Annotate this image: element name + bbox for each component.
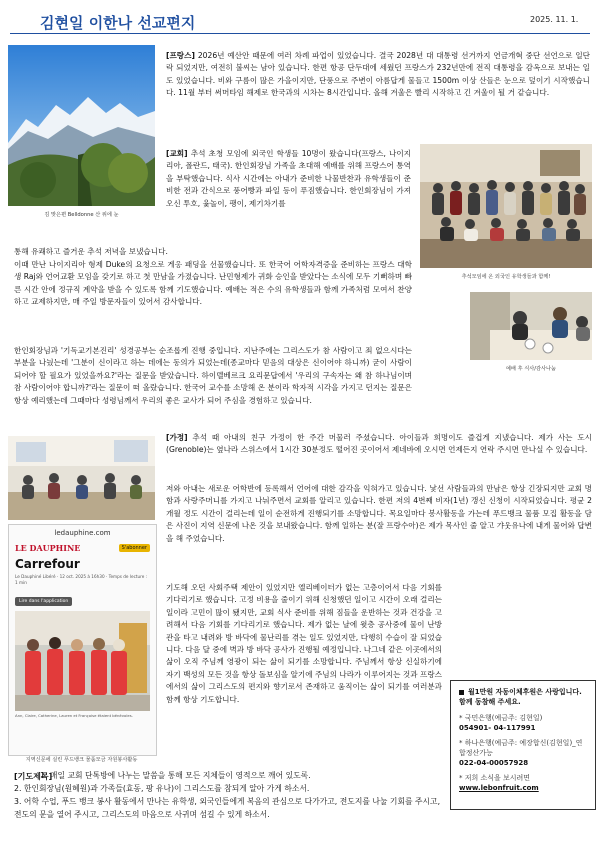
news-headline: Carrefour [15, 557, 80, 571]
news-screenshot [8, 524, 157, 756]
support-box [450, 680, 596, 810]
site-label: * 저희 소식을 보시려면 [459, 774, 531, 782]
section-church-text3: 이때 만난 나이지리아 형제 Duke의 요청으로 게옹 패딩을 선물했습니다. 또 한국어 어학자격증을 준비하는 프랑스 대학생 Raj와 언어교환 모임을 갖기로 하고 첫 만남을 가졌습니다. 난민형제가 귀화 승인을 받았다는 소식에 모두 기뻐하며 빠른 시간 안에 정규직 계약을 받을 수 있도록 함께 기도했습니다. 예배는 적은 수의 유학생들과 함께 가족처럼 모여서 찬양하고 교제하지만, 매 주일 방문자들이 있어서 감사합니다. [14, 260, 412, 307]
news-brand-logo: LE DAUPHINE [15, 543, 81, 553]
bank2-label: * 하나은행(예금주: 예장합신(김현일)_연합정산가능 [459, 739, 583, 757]
mountain-photo-caption: 김 맞은편 Belldonne 산 위에 눈 [44, 212, 119, 218]
class-photo [8, 436, 155, 520]
prayer-section [14, 771, 442, 821]
news-site-url: ledauphine.com [54, 529, 111, 537]
news-photo-caption: Ann, Claire, Catherine, Lauren et Françoise étaient bénévoles. [15, 713, 133, 718]
section-france [166, 50, 590, 100]
section-church-continued [14, 246, 414, 258]
section-church-text2: 통해 유쾌하고 즐거운 추석 저녁을 보냈습니다. [14, 247, 168, 256]
bank2-account: 022-04-00057928 [459, 759, 529, 767]
section-family-language [166, 483, 592, 545]
news-photo-caption-kr: 지역신문에 실린 푸드뱅크 물품모금 자원봉사활동 [25, 757, 138, 763]
bullet-square-icon [459, 690, 464, 695]
section-church-text4: 한인회장님과 '기독교기본진리' 성경공부는 순조롭게 진행 중입니다. 지난주에는 그리스도가 참 사람이고 죄 없으시다는 부분을 나눴는데 '그분이 신이라고 하는 데에는 동의가 되었는데(종교마다 믿음의 대상은 신이어야 하니까) 굳이 사람이 되어야 할 필요가 있었을까요?'라는 질문을 받았습니다. 하이델베르크 요리문답에서 '우리의 구속자는 왜 참 하나님이며 참 사람이어야 합니까?'라는 질문이 떠 올랐습니다. 한국어 교수를 소망해 온 분이라 학자적 시각을 가지고 던지는 질문은 항상 예리했는데 그때마다 성령님께서 우리의 좋은 교사가 되어 주심을 경험하고 있습니다. [14, 346, 412, 405]
section-church-text1: 추석 초청 모임에 외국인 학생들 10명이 왔습니다(프랑스, 나이지리아, 폴란드, 태국). 한인회장님 가족을 초대해 예배를 위해 프랑스어 통역을 부탁했습니다. 식사 시간에는 아내가 준비한 나물반찬과 유학생들이 준비한 전과 간식으로 풍어빵과 파일 등이 푸짐했습니다. 한인회장님이 가져오신 투호, 윷놀이, 팽이, 제기차기를 [166, 149, 411, 208]
section-family-text1: 추석 때 아내의 친구 가정이 한 주간 머물러 주셨습니다. 아이들과 희명이도 즐겁게 지냈습니다. 제가 사는 도시(Grenoble)는 옆나라 스위스에서 1시간 30분정도 떨어진 곳이어서 제네바에 오시면 언제든지 연락 주시면 만나실 수 있습니다. [166, 433, 592, 455]
prayer-title: [기도제목] [14, 772, 53, 781]
section-family-text2: 저와 아내는 새로운 어학반에 등록해서 언어에 대한 감각을 익혀가고 있습니다. 낯선 사람들과의 만남은 항상 긴장되지만 교회 명함과 사랑주머니를 가지고 나눠주면서 교회를 알리고 있습니다. 한편 저의 4번째 비자(1년) 갱신 신청이 시작되었습니다. 평균 2개월 정도 시간이 걸리는데 일이 순전하게 진행되기를 소망합니다. 목요일마다 봉사활동을 가는데 푸드뱅크 물품 모집 활동을 담은 사진이 지역 신문에 나온 것을 보내왔습니다. 함께 일하는 분(잘 프랑수아)은 제가 목사인 줄 알고 갸웃유나에 내게 물어와 답변을 해 주었습니다. [166, 484, 592, 543]
group-photo [420, 144, 592, 268]
support-intro: 월1만원 자동이체후원은 사랑입니다. 함께 동참해 주세요. [459, 688, 582, 706]
section-church-intro [166, 148, 411, 210]
news-meta: Le Dauphiné Libéré · 12 oct. 2025 à 16h30 · Temps de lecture : 1 min [15, 574, 148, 585]
meal-photo [470, 292, 592, 360]
bank1-label: * 국민은행(예금주: 김현일) [459, 714, 543, 722]
section-church-heading: [교회] [166, 149, 188, 158]
section-france-text: 2026년 예산안 때문에 여러 차례 파업이 있었습니다. 결국 2028년 대 대통령 선거까지 연금개혁 중단 선언으로 일단락 되었지만, 여전히 불씨는 남아 있습니다. 한편 항공 단두대에 세웠던 프랑스가 232년만에 전직 대통령을 감옥으로 보내는 일도 있었습니다. 비와 구름이 많은 가을이지만, 단풍으로 주변이 아름답게 물들고 1500m 이상 산들은 눈으로 덮이기 시작했습니다. 11월 부터 써머타임 해제로 한국과의 시차는 8시간입니다. 올해 겨울은 빨리 시작하고 긴 겨울이 될 거 같습니다. [166, 51, 590, 98]
section-church-study [14, 345, 412, 407]
section-family [166, 432, 592, 457]
prayer-item-2: 2. 한인회장님(원혜원)과 가족들(효동, 팡 유나)이 그리스도를 참되게 알아 가게 하소서. [14, 784, 310, 793]
header-divider [10, 33, 590, 34]
bank1-account: 054901- 04-117991 [459, 724, 536, 732]
news-photo [15, 611, 150, 711]
news-app-button[interactable]: Lire dans l'application [15, 597, 72, 606]
mountain-photo [8, 45, 155, 206]
news-subscribe-button[interactable]: S'abonner [119, 544, 150, 552]
prayer-item-1: 1. 매일 교회 단톡방에 나누는 말씀을 통해 모든 지체들이 영적으로 깨어 있도록. [40, 771, 311, 780]
section-france-heading: [프랑스] [166, 51, 195, 60]
section-family-heading: [가정] [166, 433, 188, 442]
prayer-item-3: 3. 어학 수업, 푸드 뱅크 봉사 활동에서 만나는 유학생, 외국인들에게 복음의 관심으로 다가가고, 전도지를 나눌 기회를 주시고, 전도의 문을 열어 주시고, 그리스도의 마음으로 사귀며 섬길 수 있게 하소서. [14, 797, 441, 819]
page-title: 김현일 이한나 선교편지 [40, 14, 196, 32]
letter-date: 2025. 11. 1. [530, 15, 579, 24]
site-link[interactable]: www.lebonfruit.com [459, 784, 539, 792]
section-family-text3: 기도해 오던 사회주택 제안이 있었지만 엘리베이터가 없는 고층이어서 다음 기회를 기다리기로 했습니다. 고정 비용을 줄이기 위해 신청했던 일이고 시간이 오래 걸리는 일이라 고민이 많이 됐지만, 교회 식사 준비를 위해 짐들을 운반하는 것과 건강을 고려해서 다음 기회를 기다리기로 했습니다. 제가 없는 날에 윗층 공사중에 물이 난방관을 타고 내려와 방 바닥에 물난리를 겪는 일도 있었지만, 다행히 수습이 잘 되었습니다. 다음 달 중에 벽과 방 바닥 공사가 진행될 예정입니다. 나그네 같은 이곳에서의 삶이 오직 주님께 영광이 되는 삶이 되기를 소망합니다. 주님께서 항상 신실하기에 자기 백성의 모든 것을 항상 돌보심을 알기에 주님의 나라가 이루어지는 것과 프랑스에서의 삶이 그리스도의 편지와 향기로서 존재하고 움직이는 삶이 되기를 여러분과 함께 항상 기도합니다. [166, 583, 442, 704]
section-family-housing [166, 582, 442, 706]
group-photo-caption: 추석모임에 온 외국인 유학생들과 함께! [461, 274, 551, 280]
section-church-duke [14, 259, 412, 309]
meal-photo-caption: 예배 후 식사/감사나눔 [505, 366, 557, 372]
